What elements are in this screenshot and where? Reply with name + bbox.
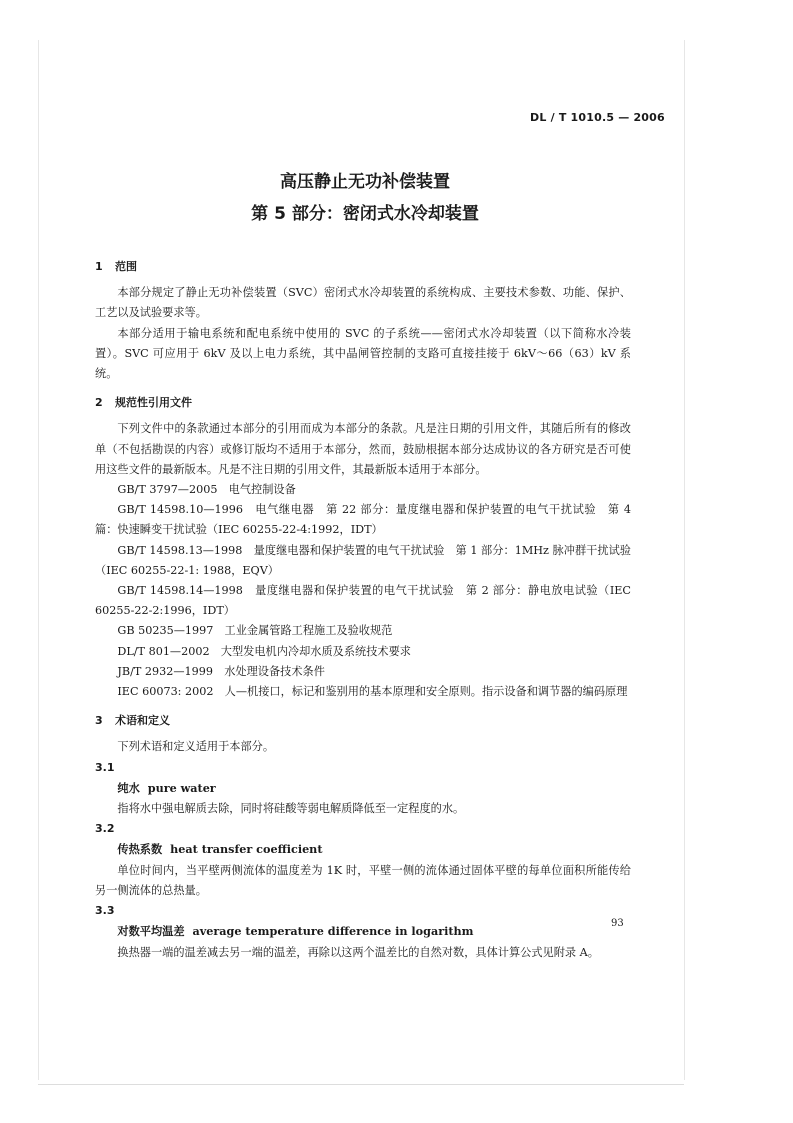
section-number: 1 xyxy=(95,260,103,273)
term-heading xyxy=(95,839,631,860)
paragraph: 本部分适用于输电系统和配电系统中使用的 SVC 的子系统——密闭式水冷却装置（以下简称水冷装置）。SVC 可应用于 6kV 及以上电力系统，其中晶闸管控制的支路可直接挂接于 6kV～66（63）kV 系统。 xyxy=(95,326,631,381)
document-title-line1: 高压静止无功补偿装置 xyxy=(280,172,450,192)
reference-item: IEC 60073: 2002 人—机接口，标记和鉴别用的基本原理和安全原则。指示设备和调节器的编码原理 xyxy=(117,685,628,699)
section-1-heading xyxy=(95,257,631,277)
reference-item: GB/T 3797—2005 电气控制设备 xyxy=(117,483,296,497)
reference-item: DL/T 801—2002 大型发电机内冷却水质及系统技术要求 xyxy=(117,644,411,658)
paragraph: 下列文件中的条款通过本部分的引用而成为本部分的条款。凡是注日期的引用文件，其随后所有的修改单（不包括勘误的内容）或修订版均不适用于本部分，然而，鼓励根据本部分达成协议的各方研究是否可使用这些文件的最新版本。凡是不注日期的引用文件，其最新版本适用于本部分。 xyxy=(95,422,631,476)
term-english: average temperature difference in logarithm xyxy=(192,924,474,939)
document-body xyxy=(95,257,631,963)
term-definition: 指将水中强电解质去除，同时将硅酸等弱电解质降低至一定程度的水。 xyxy=(117,802,465,816)
standard-number: DL / T 1010.5 — 2006 xyxy=(530,111,665,124)
section-title: 术语和定义 xyxy=(115,714,170,728)
term-heading xyxy=(95,921,631,942)
section-title: 范围 xyxy=(115,260,137,273)
term-number: 3.3 xyxy=(95,904,115,918)
term-english: pure water xyxy=(147,780,216,795)
reference-item: GB 50235—1997 工业金属管路工程施工及验收规范 xyxy=(117,624,393,638)
section-number: 3 xyxy=(95,714,103,728)
term-english: heat transfer coefficient xyxy=(170,842,323,857)
term-chinese: 纯水 xyxy=(117,781,140,795)
bottom-margin-line xyxy=(38,1084,684,1085)
term-definition: 单位时间内，当平壁两侧流体的温度差为 1K 时，平壁一侧的流体通过固体平壁的每单位面积所能传给另一侧流体的总热量。 xyxy=(95,863,631,897)
section-number: 2 xyxy=(95,396,103,410)
paragraph: 下列术语和定义适用于本部分。 xyxy=(117,740,275,754)
reference-item: GB/T 14598.10—1996 电气继电器 第 22 部分：量度继电器和保护装置的电气干扰试验 第 4 篇：快速瞬变干扰试验（IEC 60255-22-4:1992，IDT） xyxy=(95,503,631,537)
section-2-heading xyxy=(95,393,631,413)
paragraph: 本部分规定了静止无功补偿装置（SVC）密闭式水冷却装置的系统构成、主要技术参数、功能、保护、工艺以及试验要求等。 xyxy=(95,286,631,320)
reference-item: JB/T 2932—1999 水处理设备技术条件 xyxy=(117,664,325,678)
term-chinese: 对数平均温差 xyxy=(117,925,185,939)
term-number: 3.1 xyxy=(95,760,115,774)
reference-item: GB/T 14598.13—1998 量度继电器和保护装置的电气干扰试验 第 1 部分：1MHz 脉冲群干扰试验（IEC 60255-22-1: 1988，EQV） xyxy=(95,543,631,577)
term-number: 3.2 xyxy=(95,822,115,836)
page-number: 93 xyxy=(611,918,624,929)
section-title: 规范性引用文件 xyxy=(115,396,192,410)
reference-item: GB/T 14598.14—1998 量度继电器和保护装置的电气干扰试验 第 2 部分：静电放电试验（IEC 60255-22-2:1996，IDT） xyxy=(95,584,631,618)
right-margin-line xyxy=(684,40,685,1080)
left-margin-line xyxy=(38,40,39,1080)
section-3-heading xyxy=(95,711,631,731)
document-title-line2: 第 5 部分：密闭式水冷却装置 xyxy=(251,204,479,224)
term-chinese: 传热系数 xyxy=(117,843,163,857)
term-heading xyxy=(95,778,631,799)
term-definition: 换热器一端的温差减去另一端的温差，再除以这两个温差比的自然对数，具体计算公式见附录 A。 xyxy=(117,945,599,959)
